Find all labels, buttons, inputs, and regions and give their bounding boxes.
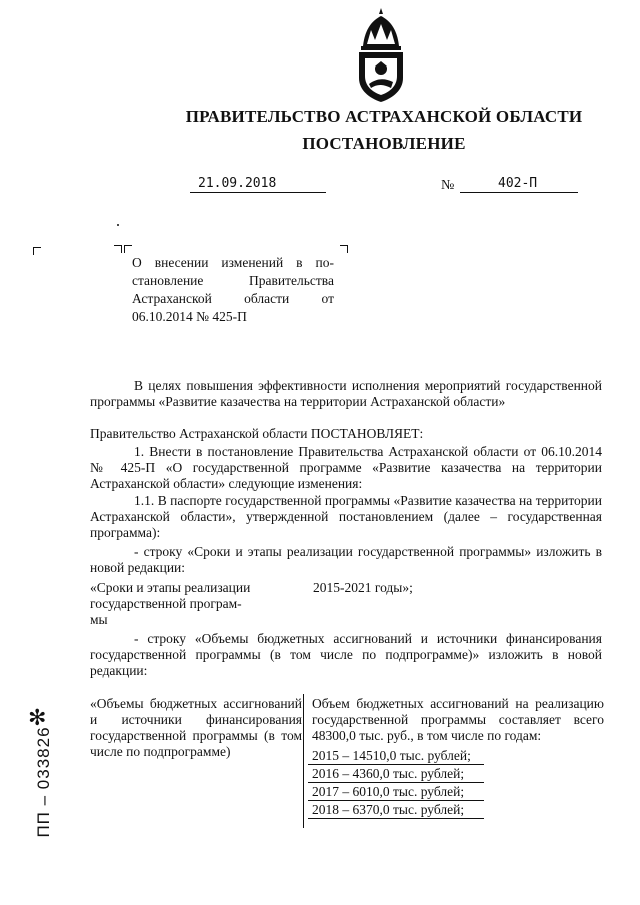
- coat-of-arms-icon: [353, 6, 409, 104]
- funding-year: 2015 – 14510,0 тыс. рублей;: [312, 748, 471, 763]
- subject-corner-mark: [114, 245, 122, 253]
- document-subject: [132, 254, 334, 326]
- item-1-paragraph: 1. Внести в постановление Правительства Астраханской области от 06.10.2014 № 425-П «О государственной программе «Развитие казачества на территории Астраханской области» следующие изменения:: [90, 444, 602, 491]
- subject-line: Астраханской области от: [132, 291, 334, 306]
- subject-corner-mark: [340, 245, 348, 253]
- row-2-value: [312, 696, 604, 819]
- serial-number: ПП – 033826: [34, 726, 53, 838]
- row-1-label-line: «Сроки и этапы реализации: [90, 580, 251, 595]
- row-1-label-line: мы: [90, 612, 108, 627]
- document-number: 402-П: [460, 176, 578, 193]
- ink-dot: [117, 224, 119, 226]
- row-1-label-line: государственной програм-: [90, 596, 242, 611]
- subject-corner-mark: [124, 245, 132, 253]
- funding-year: 2017 – 6010,0 тыс. рублей;: [312, 784, 465, 799]
- document-type: ПОСТАНОВЛЕНИЕ: [302, 134, 466, 153]
- row-1-value: 2015-2021 годы»;: [313, 580, 413, 595]
- table-divider: [303, 694, 304, 828]
- intro-paragraph: В целях повышения эффективности исполнения мероприятий государственной программы «Развитие казачества на территории Астраханской области»: [90, 378, 602, 409]
- funding-total: Объем бюджетных ассигнований на реализацию государственной программы составляет всего 48300,0 тыс. руб., в том числе по годам:: [312, 696, 604, 743]
- margin-corner-mark: [33, 247, 41, 255]
- government-title: ПРАВИТЕЛЬСТВО АСТРАХАНСКОЙ ОБЛАСТИ: [185, 107, 583, 126]
- subject-line: О внесении изменений в по-: [132, 255, 334, 270]
- dash-paragraph-1: - строку «Сроки и этапы реализации государственной программы» изложить в новой редакции:: [90, 544, 602, 575]
- row-2-label: «Объемы бюджетных ассигнований и источники финансирования государственной программы (в том числе по подпрограмме): [90, 696, 302, 759]
- dash-paragraph-2: - строку «Объемы бюджетных ассигнований и источники финансирования государственной программы (в том числе по подпрограмме)» изложить в новой редакции:: [90, 631, 602, 678]
- row-1-label: [90, 580, 290, 628]
- funding-year: 2018 – 6370,0 тыс. рублей;: [312, 802, 465, 817]
- asterisk-mark: ✻: [28, 706, 47, 731]
- subject-line: 06.10.2014 № 425-П: [132, 309, 247, 324]
- item-1-1-paragraph: 1.1. В паспорте государственной программы «Развитие казачества на территории Астраханской области», утвержденной постановлением (далее – государственная программа):: [90, 493, 602, 540]
- decree-line: Правительство Астраханской области ПОСТАНОВЛЯЕТ:: [90, 426, 424, 441]
- serial-stamp: [18, 710, 58, 850]
- document-date: 21.09.2018: [190, 176, 326, 193]
- funding-year: 2016 – 4360,0 тыс. рублей;: [312, 766, 465, 781]
- subject-line: становление Правительства: [132, 273, 334, 288]
- number-label: №: [441, 178, 455, 193]
